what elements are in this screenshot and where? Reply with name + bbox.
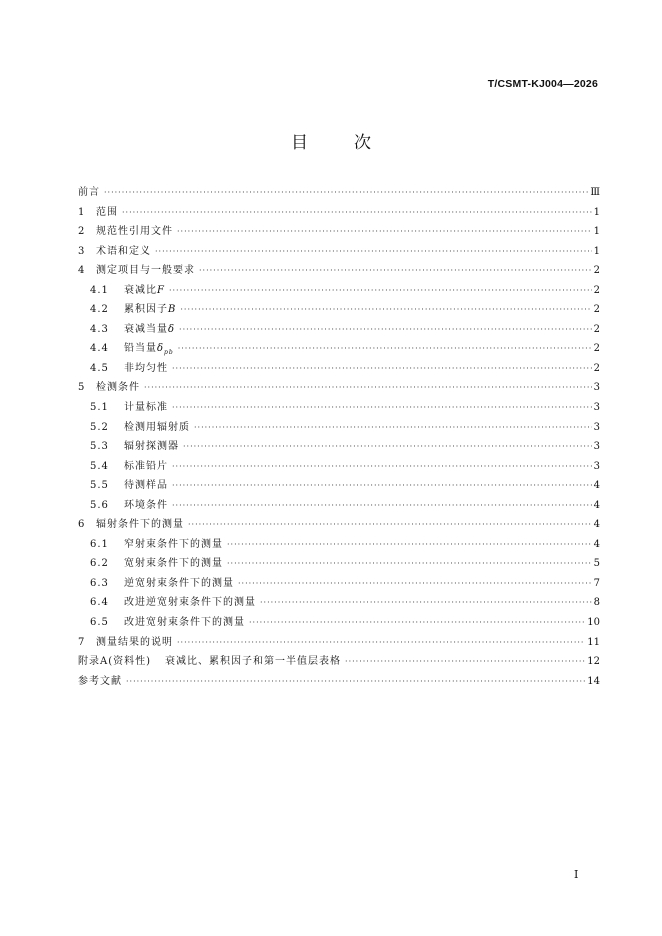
- toc-label-text: 铅当量: [124, 343, 157, 355]
- toc-label: 术语和定义: [96, 245, 151, 257]
- toc-label: [124, 281, 165, 301]
- toc-label: 测量结果的说明: [96, 636, 173, 648]
- toc-page: 3: [593, 402, 600, 414]
- title-char-2: 次: [354, 133, 371, 153]
- toc-number: 4.3: [90, 323, 109, 335]
- toc-number: 4.2: [90, 304, 109, 316]
- toc-label: 检测条件: [96, 382, 140, 394]
- toc-number: 1: [78, 206, 86, 218]
- toc-page: 3: [593, 382, 600, 394]
- toc-entry-annex-a[interactable]: [78, 652, 600, 672]
- dot-leader: [172, 457, 592, 477]
- toc-page: 1: [593, 206, 600, 218]
- toc-label: 参考文献: [78, 675, 122, 687]
- toc-number: 5.6: [90, 499, 109, 511]
- toc-page: 4: [593, 519, 600, 531]
- toc-page: 1: [593, 226, 600, 238]
- toc-number: 3: [78, 245, 86, 257]
- dot-leader: [155, 242, 592, 262]
- toc-page: 2: [593, 284, 600, 296]
- toc-number: 2: [78, 226, 86, 238]
- toc-number: 6.3: [90, 577, 109, 589]
- toc-entry-4-2[interactable]: [78, 300, 600, 320]
- page-title: [0, 128, 662, 153]
- toc-page: Ⅲ: [590, 187, 600, 198]
- toc-entry-bibliography[interactable]: [78, 672, 600, 692]
- dot-leader: [238, 574, 592, 594]
- page-number: I: [574, 868, 579, 881]
- toc-entry-6-1[interactable]: [78, 535, 600, 555]
- toc-annex-label: 附录A(资料性): [78, 656, 152, 668]
- toc-label: [124, 320, 175, 340]
- toc-label: 标准铅片: [124, 460, 168, 472]
- toc-entry-5-6[interactable]: [78, 496, 600, 516]
- toc-number: 4.4: [90, 343, 109, 355]
- dot-leader: [345, 652, 585, 672]
- toc-page: 2: [593, 362, 600, 374]
- toc-entry-7[interactable]: [78, 633, 600, 653]
- toc-page: 1: [593, 245, 600, 257]
- dot-leader: [180, 300, 591, 320]
- symbol-subscript: pb: [164, 349, 174, 357]
- dot-leader: [144, 378, 592, 398]
- toc-label: 辐射探测器: [124, 441, 179, 453]
- table-of-contents: [78, 183, 600, 691]
- symbol: δ: [168, 323, 176, 335]
- toc-number: 6: [78, 519, 86, 531]
- toc-entry-4-3[interactable]: [78, 320, 600, 340]
- toc-label: 测定项目与一般要求: [96, 265, 195, 277]
- toc-label: 待测样品: [124, 480, 168, 492]
- toc-number: 4: [78, 265, 86, 277]
- toc-number: 6.2: [90, 558, 109, 570]
- toc-label: [124, 300, 176, 320]
- toc-number: 5.4: [90, 460, 109, 472]
- dot-leader: [126, 672, 585, 692]
- toc-page: 5: [593, 558, 600, 570]
- toc-entry-4-4[interactable]: [78, 339, 600, 359]
- toc-number: 4.5: [90, 362, 109, 374]
- dot-leader: [227, 554, 592, 574]
- toc-label: 规范性引用文件: [96, 226, 173, 238]
- toc-entry-6-4[interactable]: [78, 593, 600, 613]
- toc-label: 检测用辐射质: [124, 421, 190, 433]
- toc-label: 窄射束条件下的测量: [124, 538, 223, 550]
- toc-page: 11: [587, 636, 600, 648]
- standard-code: T/CSMT-KJ004—2026: [487, 78, 598, 90]
- symbol: F: [157, 284, 165, 296]
- toc-label: 逆宽射束条件下的测量: [124, 577, 234, 589]
- toc-page: 4: [593, 499, 600, 511]
- toc-entry-6-2[interactable]: [78, 554, 600, 574]
- toc-label: 宽射束条件下的测量: [124, 558, 223, 570]
- dot-leader: [169, 281, 592, 301]
- dot-leader: [199, 261, 592, 281]
- toc-label: 前言: [78, 187, 100, 198]
- toc-label: 改进逆宽射束条件下的测量: [124, 597, 256, 609]
- toc-entry-5-2[interactable]: [78, 418, 600, 438]
- toc-page: 3: [593, 441, 600, 453]
- toc-page: 3: [593, 460, 600, 472]
- toc-entry-4-1[interactable]: [78, 281, 600, 301]
- toc-entry-3[interactable]: [78, 242, 600, 262]
- toc-page: 4: [593, 480, 600, 492]
- dot-leader: [172, 359, 592, 379]
- toc-entry-6-3[interactable]: [78, 574, 600, 594]
- dot-leader: [177, 222, 592, 242]
- toc-number: 5.1: [90, 402, 109, 414]
- toc-label: 环境条件: [124, 499, 168, 511]
- toc-entry-4[interactable]: [78, 261, 600, 281]
- toc-label: 范围: [96, 206, 118, 218]
- toc-entry-5-5[interactable]: [78, 476, 600, 496]
- dot-leader: [260, 593, 592, 613]
- toc-page: 3: [593, 421, 600, 433]
- toc-label: 改进宽射束条件下的测量: [124, 617, 245, 629]
- toc-entry-4-5[interactable]: [78, 359, 600, 379]
- toc-entry-foreword[interactable]: [78, 183, 600, 203]
- dot-leader: [172, 496, 592, 516]
- title-char-1: 目: [291, 133, 308, 153]
- toc-entry-6[interactable]: [78, 515, 600, 535]
- toc-page: 12: [587, 656, 600, 668]
- dot-leader: [249, 613, 585, 633]
- dot-leader: [104, 183, 588, 203]
- toc-page: 2: [593, 323, 600, 335]
- toc-page: 8: [593, 597, 600, 609]
- toc-number: 4.1: [90, 284, 109, 296]
- toc-entry-5-4[interactable]: [78, 457, 600, 477]
- dot-leader: [188, 515, 592, 535]
- toc-entry-5-3[interactable]: [78, 437, 600, 457]
- dot-leader: [179, 320, 592, 340]
- toc-entry-5[interactable]: [78, 378, 600, 398]
- toc-label: 计量标准: [124, 402, 168, 414]
- toc-number: 6.1: [90, 538, 109, 550]
- toc-page: 7: [593, 577, 600, 589]
- toc-number: 6.5: [90, 617, 109, 629]
- toc-page: 2: [593, 304, 600, 316]
- toc-entry-6-5[interactable]: [78, 613, 600, 633]
- toc-page: 14: [587, 675, 600, 687]
- toc-number: 6.4: [90, 597, 109, 609]
- toc-label-text: 衰减比: [124, 284, 157, 296]
- symbol: δ: [157, 343, 165, 355]
- dot-leader: [172, 398, 592, 418]
- toc-number: 5.2: [90, 421, 109, 433]
- toc-annex-title: 衰减比、累积因子和第一半值层表格: [165, 656, 342, 668]
- dot-leader: [194, 418, 592, 438]
- dot-leader: [178, 339, 592, 359]
- toc-page: 2: [593, 265, 600, 277]
- toc-number: 7: [78, 636, 86, 648]
- symbol: B: [168, 304, 177, 316]
- toc-page: 4: [593, 538, 600, 550]
- toc-label-text: 衰减当量: [124, 323, 168, 335]
- toc-entry-5-1[interactable]: [78, 398, 600, 418]
- toc-number: 5.5: [90, 480, 109, 492]
- toc-label: 辐射条件下的测量: [96, 519, 184, 531]
- dot-leader: [227, 535, 592, 555]
- toc-entry-1[interactable]: [78, 203, 600, 223]
- toc-page: 2: [593, 343, 600, 355]
- toc-label-text: 累积因子: [124, 304, 168, 316]
- toc-label: 非均匀性: [124, 362, 168, 374]
- dot-leader: [172, 476, 592, 496]
- toc-number: 5: [78, 382, 86, 394]
- toc-page: 10: [587, 617, 600, 629]
- toc-entry-2[interactable]: [78, 222, 600, 242]
- dot-leader: [122, 203, 592, 223]
- toc-number: 5.3: [90, 441, 109, 453]
- dot-leader: [183, 437, 592, 457]
- dot-leader: [177, 633, 585, 653]
